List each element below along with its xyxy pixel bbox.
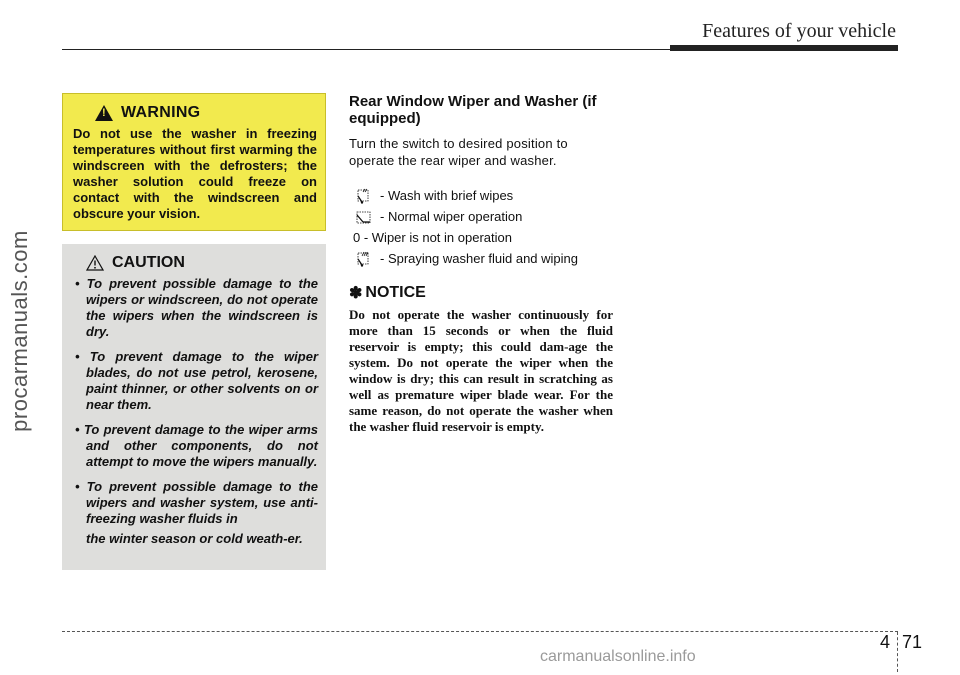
wiper-mode-label: - Normal wiper operation [380, 209, 523, 224]
page-number: 71 [902, 632, 923, 652]
wiper-mode-row [349, 248, 613, 269]
wiper-mode-row [349, 185, 613, 206]
caution-item: • To prevent possible damage to the wipers and washer system, use anti-freezing washer fluids in [75, 479, 318, 526]
warning-triangle-icon [95, 105, 113, 121]
caution-item-continuation: the winter season or cold weath-er. [86, 531, 303, 546]
wiper-normal-icon [355, 209, 377, 225]
header-rule [62, 49, 674, 50]
warning-title: WARNING [121, 104, 201, 121]
notice-title: NOTICE [365, 284, 426, 301]
caution-item: • To prevent damage to the wiper blades, do not use petrol, kerosene, paint thinner, or other solvents on or near them. [75, 349, 318, 412]
side-watermark: procarmanuals.com [7, 230, 32, 432]
wiper-mode-list [349, 185, 613, 269]
wiper-mode-label: 0 - Wiper is not in operation [353, 230, 512, 245]
notice-heading [349, 283, 613, 303]
caution-item: • To prevent possible damage to the wipers or windscreen, do not operate the wipers when the windscreen is dry. [75, 276, 318, 339]
wash-brief-icon [355, 188, 377, 204]
caution-header [86, 254, 318, 272]
page-number-divider [897, 632, 898, 672]
caution-list [72, 276, 318, 527]
section-intro: Turn the switch to desired position to operate the rear wiper and washer. [349, 136, 568, 168]
section-title: Rear Window Wiper and Washer (if equipped) [349, 93, 597, 127]
caution-title: CAUTION [112, 254, 185, 271]
caution-item: • To prevent damage to the wiper arms and other components, do not attempt to move the wipers manually. [75, 422, 318, 469]
wiper-mode-row [349, 227, 613, 248]
header-rule-accent [670, 45, 898, 51]
page-header-title: Features of your vehicle [702, 20, 896, 42]
footer-rule [62, 631, 898, 632]
page-section-number: 4 [880, 632, 891, 652]
rear-wiper-section [349, 93, 613, 435]
warning-box [62, 93, 326, 231]
warning-text: Do not use the washer in freezing temperatures without first warming the windscreen with the defrosters; the washer solution could freeze on contact with the windscreen and obscure your vision. [73, 126, 317, 221]
caution-box [62, 244, 326, 570]
wiper-mode-label: - Wash with brief wipes [380, 188, 514, 203]
wiper-mode-label: - Spraying washer fluid and wiping [380, 251, 578, 266]
bottom-watermark: carmanualsonline.info [540, 648, 696, 665]
wiper-mode-row [349, 206, 613, 227]
warning-header [95, 104, 317, 122]
notice-star-icon: ✽ [349, 285, 363, 302]
caution-triangle-icon [86, 255, 104, 271]
notice-text: Do not operate the washer continuously for more than 15 seconds or when the fluid reservoir is empty; this could dam-age the system. Do not operate the wiper when the window is dry; this can result in scratching as well as premature wiper blade wear. For the same reason, do not operate the washer when the washer fluid reservoir is empty. [349, 307, 613, 434]
wash-spray-icon [355, 251, 377, 267]
